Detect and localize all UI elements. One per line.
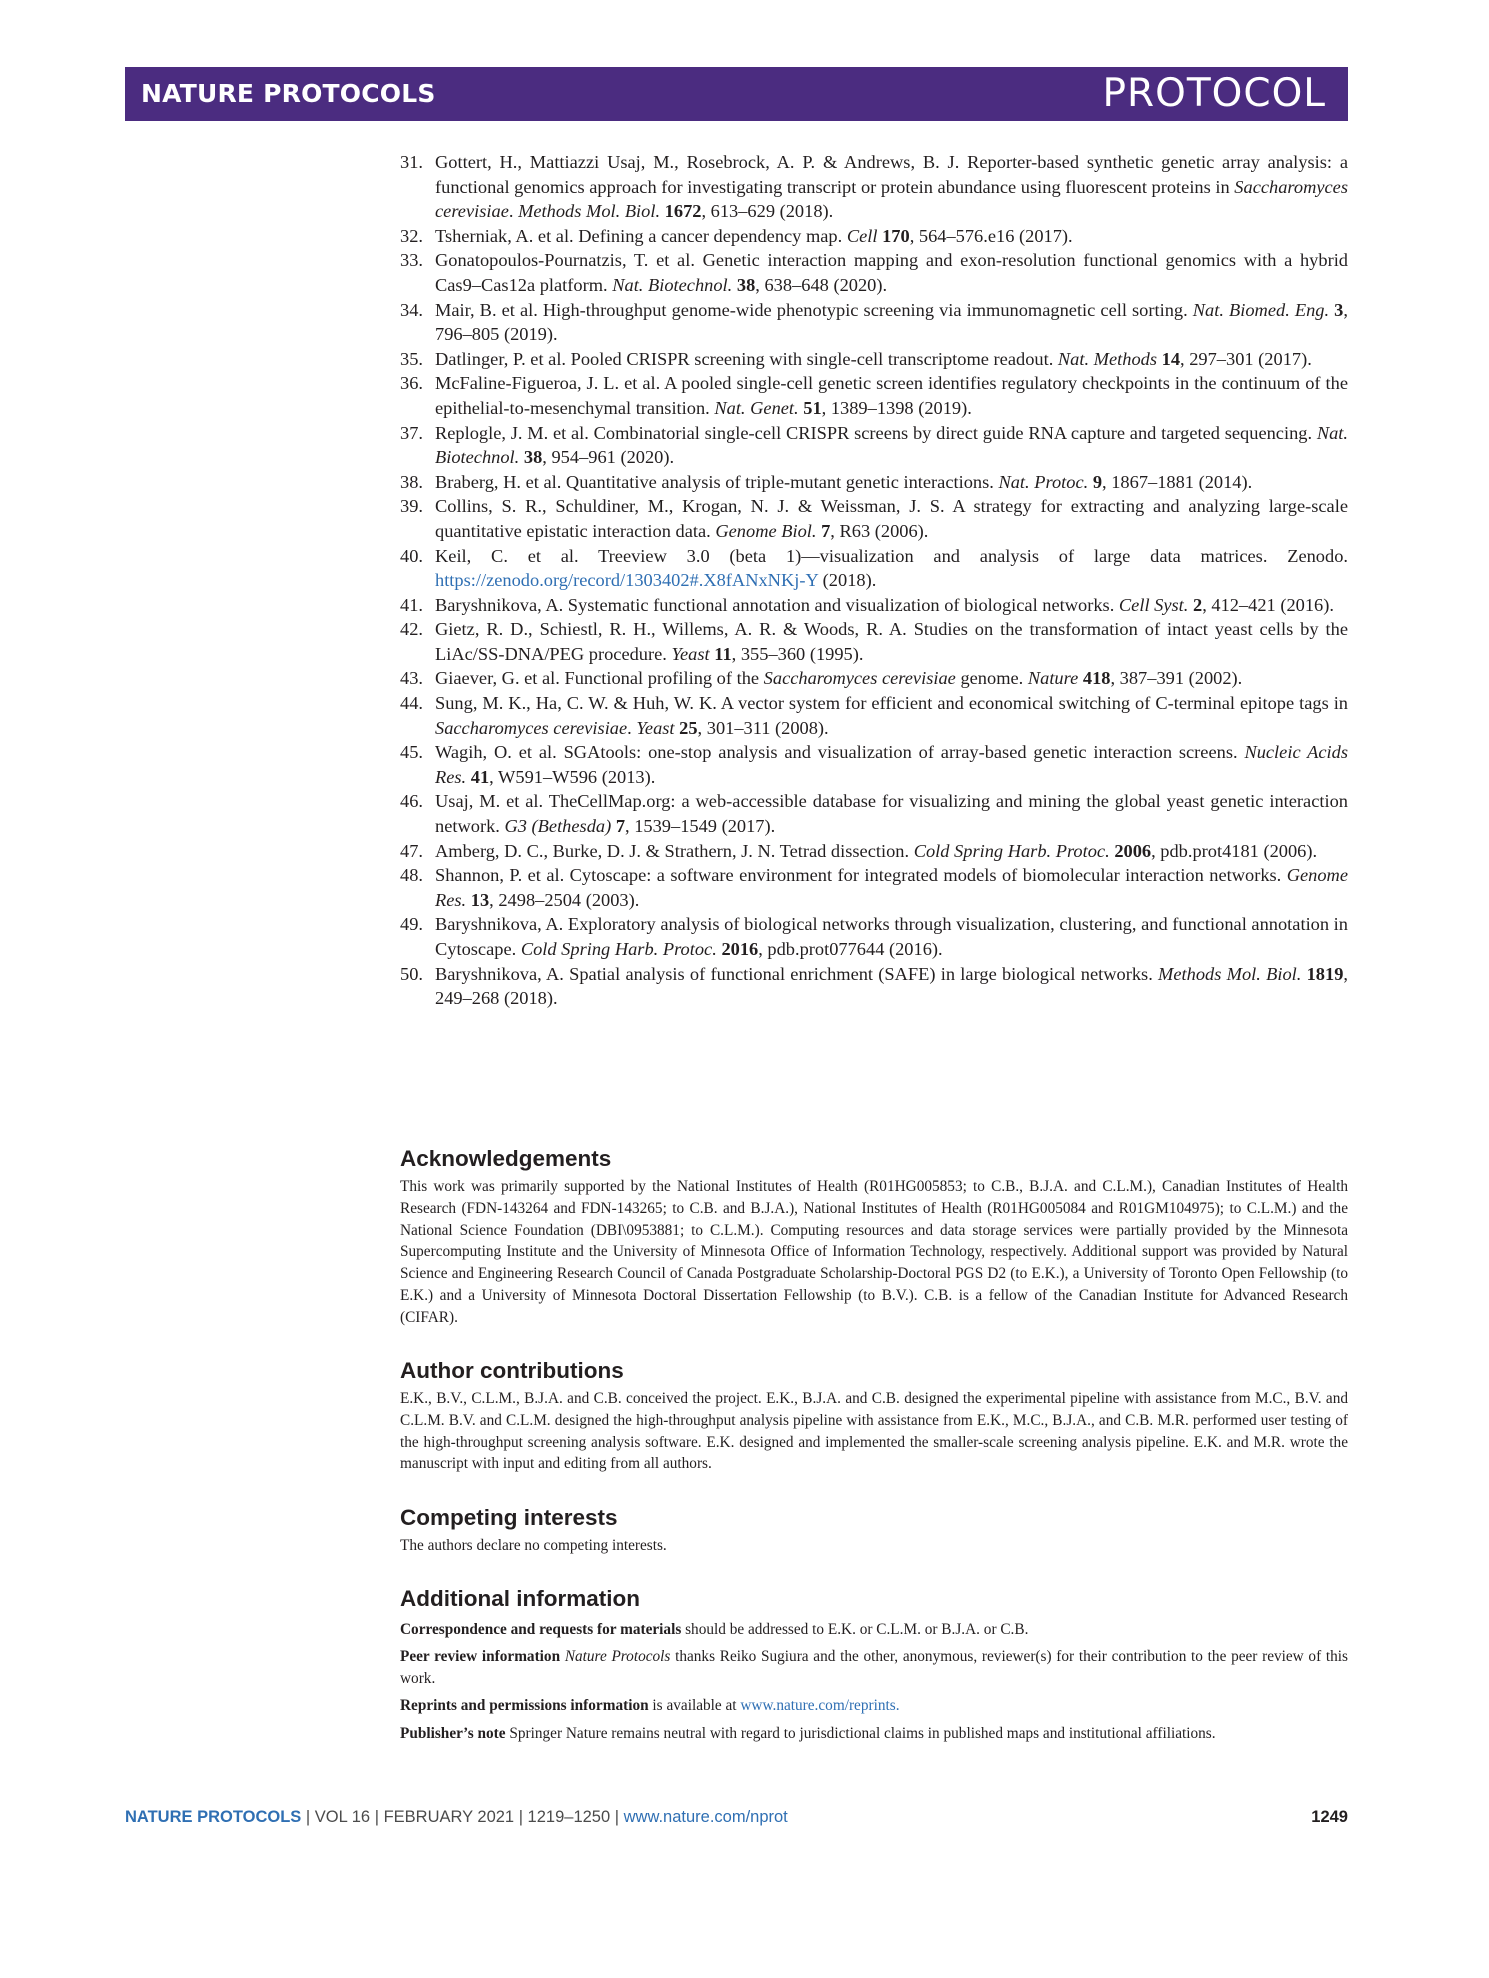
- reference-text: , pdb.prot077644 (2016).: [758, 939, 943, 959]
- reference-text: 1672: [664, 201, 702, 222]
- reference-text: 1819: [1306, 963, 1344, 984]
- reference-text: 7: [821, 520, 831, 541]
- reference-text: 38: [736, 274, 756, 295]
- reference-text: Wagih, O. et al. SGAtools: one-stop analysis and visualization of array-based genetic interaction screens.: [435, 742, 1245, 763]
- reference-text: , 355–360 (1995).: [731, 643, 864, 664]
- reference-text: .: [508, 201, 519, 222]
- competing-interests-heading: Competing interests: [400, 1505, 618, 1530]
- reference-link[interactable]: https://zenodo.org/record/1303402#.X8fANxNKj-Y: [435, 570, 819, 591]
- reference-item: [400, 544, 1348, 593]
- reference-text: Nat. Biomed. Eng.: [1192, 299, 1330, 320]
- acknowledgements-section: [400, 1146, 1348, 1329]
- reference-text: 2006: [1114, 840, 1152, 861]
- reference-text: 7: [615, 816, 626, 837]
- correspondence-label: Correspondence and requests for materials: [400, 1621, 682, 1638]
- additional-information-heading: Additional information: [400, 1586, 640, 1611]
- reference-text: , 1867–1881 (2014).: [1102, 471, 1253, 492]
- reference-text: Usaj, M. et al. TheCellMap.org: a web-accessible database for visualizing and mining the global yeast genetic interaction network.: [435, 791, 1348, 837]
- reference-item: [400, 839, 1348, 864]
- reference-text: , 301–311 (2008).: [697, 717, 829, 738]
- reference-number: 42.: [400, 619, 423, 640]
- reference-text: Braberg, H. et al. Quantitative analysis of triple-mutant genetic interactions.: [435, 471, 999, 492]
- reference-text: , 1539–1549 (2017).: [625, 816, 776, 837]
- reference-text: Gottert, H., Mattiazzi Usaj, M., Rosebrock, A. P. & Andrews, B. J. Reporter-based synthetic genetic array analysis: a functional genomics approach for investigating transcript or protein abundance using fluorescent proteins in: [435, 152, 1348, 197]
- reference-text: , 249–268 (2018).: [435, 963, 1348, 1009]
- publisher-note-paragraph: [400, 1723, 1348, 1745]
- reference-number: 43.: [400, 668, 423, 689]
- publisher-note-text: Springer Nature remains neutral with regard to jurisdictional claims in published maps and institutional affiliations.: [505, 1724, 1216, 1742]
- peer-review-text: thanks Reiko Sugiura and the other, anonymous, reviewer(s) for their contribution to the peer review of this work.: [400, 1648, 1348, 1688]
- reference-text: Amberg, D. C., Burke, D. J. & Strathern, J. N. Tetrad dissection.: [435, 840, 914, 861]
- reference-number: 45.: [400, 742, 423, 763]
- additional-information-section: [400, 1586, 1348, 1750]
- reference-item: [400, 593, 1348, 618]
- reference-text: Nucleic Acids Res.: [435, 742, 1348, 787]
- page-number: 1249: [1311, 1808, 1348, 1826]
- reference-text: Keil, C. et al. Treeview 3.0 (beta 1)—visualization and analysis of large data matrices. Zenodo.: [435, 545, 1348, 566]
- reference-text: 2016: [721, 939, 759, 959]
- reference-text: Saccharomyces cerevisiae: [435, 717, 628, 738]
- reference-text: Mair, B. et al. High-throughput genome-wide phenotypic screening via immunomagnetic cell sorting.: [435, 299, 1193, 320]
- reference-number: 41.: [400, 594, 423, 615]
- reference-text: Nat. Biotechnol.: [435, 422, 1348, 468]
- peer-review-label: Peer review information: [400, 1648, 561, 1666]
- correspondence-text: should be addressed to E.K. or C.L.M. or B.J.A. or C.B.: [681, 1621, 1029, 1638]
- header-journal-name: NATURE PROTOCOLS: [141, 79, 436, 108]
- acknowledgements-text: This work was primarily supported by the National Institutes of Health (R01HG005853; to C.B., B.J.A. and C.L.M.), Canadian Institutes of Health Research (FDN-143264 and FDN-143265; to C.B. and B.J.A.), National Institutes of Health (R01HG005084 and R01GM104975); to C.L.M.) and the National Science Foundation (DBI\0953881; to C.L.M.). Computing resources and data storage services were partially provided by the Minnesota Supercomputing Institute and the University of Minnesota Office of Information Technology, respectively. Additional support was provided by Natural Science and Engineering Research Council of Canada Postgraduate Scholarship-Doctoral PGS D2 (to E.K.), a University of Toronto Open Fellowship (to E.K.) and a University of Minnesota Doctoral Dissertation Fellowship (to B.V.). C.B. is a fellow of the Canadian Institute for Advanced Research (CIFAR).: [400, 1178, 1348, 1326]
- reference-text: Nat. Protoc.: [998, 471, 1089, 492]
- peer-review-journal: Nature Protocols: [564, 1648, 671, 1666]
- reference-text: , 412–421 (2016).: [1202, 594, 1334, 615]
- reference-text: Genome Res.: [435, 865, 1348, 910]
- reference-text: Cold Spring Harb. Protoc.: [520, 939, 717, 959]
- reference-number: 44.: [400, 693, 423, 714]
- reference-text: Shannon, P. et al. Cytoscape: a software environment for integrated models of biomolecular interaction networks.: [435, 865, 1287, 886]
- reference-number: 39.: [400, 496, 423, 517]
- reference-number: 46.: [400, 791, 423, 812]
- header-article-type: PROTOCOL: [1102, 71, 1326, 116]
- reference-text: , 387–391 (2002).: [1110, 668, 1243, 689]
- reference-text: , 1389–1398 (2019).: [821, 397, 972, 418]
- reference-text: Tsherniak, A. et al. Defining a cancer dependency map.: [435, 225, 847, 246]
- author-contributions-heading: Author contributions: [400, 1358, 624, 1383]
- reference-number: 49.: [400, 914, 423, 935]
- reference-item: [400, 371, 1348, 420]
- reference-text: Gietz, R. D., Schiestl, R. H., Willems, A. R. & Woods, R. A. Studies on the transformation of intact yeast cells by the LiAc/SS-DNA/PEG procedure.: [435, 619, 1348, 664]
- reference-text: Giaever, G. et al. Functional profiling of the: [435, 668, 764, 689]
- reference-text: , W591–W596 (2013).: [489, 766, 656, 787]
- reference-number: 35.: [400, 348, 423, 369]
- reference-text: 38: [523, 447, 543, 468]
- reference-text: , 638–648 (2020).: [755, 274, 888, 295]
- reference-list: [400, 150, 1348, 1011]
- reference-text: Saccharomyces cerevisiae: [763, 668, 956, 689]
- reference-number: 32.: [400, 225, 423, 246]
- reference-text: 418: [1082, 668, 1111, 689]
- reference-text: Nat. Biotechnol.: [612, 274, 733, 295]
- reference-text: McFaline-Figueroa, J. L. et al. A pooled single-cell genetic screen identifies regulatory checkpoints in the continuum of the epithelial-to-mesenchymal transition.: [435, 373, 1348, 418]
- footer-issue-info: | VOL 16 | FEBRUARY 2021 | 1219–1250 |: [301, 1808, 624, 1826]
- reference-item: [400, 347, 1348, 372]
- reference-text: Nat. Genet.: [714, 397, 799, 418]
- reference-number: 40.: [400, 545, 423, 566]
- correspondence-paragraph: [400, 1619, 1348, 1641]
- reference-text: 13: [470, 889, 490, 910]
- reprints-link[interactable]: www.nature.com/reprints.: [740, 1697, 900, 1715]
- reference-item: [400, 789, 1348, 838]
- reference-text: 25: [679, 717, 698, 738]
- reference-text: Genome Biol.: [715, 520, 817, 541]
- reference-text: , 796–805 (2019).: [435, 299, 1348, 345]
- reference-item: [400, 740, 1348, 789]
- reprints-text: is available at: [648, 1697, 741, 1715]
- reference-text: Cell: [846, 225, 878, 246]
- reference-text: Baryshnikova, A. Exploratory analysis of biological networks through visualization, clustering, and functional annotation in Cytoscape.: [435, 914, 1348, 959]
- reference-text: Datlinger, P. et al. Pooled CRISPR screening with single-cell transcriptome readout.: [435, 348, 1058, 369]
- reference-item: [400, 421, 1348, 470]
- reference-text: Nature: [1027, 668, 1079, 689]
- peer-review-paragraph: [400, 1646, 1348, 1690]
- reference-text: Baryshnikova, A. Systematic functional annotation and visualization of biological networks.: [435, 594, 1119, 615]
- reference-text: , 613–629 (2018).: [701, 201, 834, 222]
- competing-interests-section: [400, 1505, 1348, 1557]
- reference-text: 170: [882, 225, 910, 246]
- reference-number: 37.: [400, 422, 423, 443]
- reference-item: [400, 298, 1348, 347]
- reference-number: 33.: [400, 250, 423, 271]
- reference-text: 9: [1092, 471, 1103, 492]
- reference-text: Gonatopoulos-Pournatzis, T. et al. Genetic interaction mapping and exon-resolution functional genomics with a hybrid Cas9–Cas12a platform.: [435, 250, 1348, 295]
- publisher-note-label: Publisher’s note: [400, 1724, 506, 1742]
- reference-number: 47.: [400, 840, 423, 861]
- competing-interests-text: The authors declare no competing interests.: [400, 1537, 667, 1554]
- reference-text: G3 (Bethesda): [504, 816, 612, 837]
- reference-text: Collins, S. R., Schuldiner, M., Krogan, N. J. & Weissman, J. S. A strategy for extracting and analyzing large-scale quantitative epistatic interaction data.: [435, 496, 1348, 541]
- reference-text: (2018).: [818, 570, 877, 591]
- reference-text: 51: [803, 397, 822, 418]
- reference-number: 36.: [400, 373, 423, 394]
- reference-text: 14: [1161, 348, 1181, 369]
- acknowledgements-heading: Acknowledgements: [400, 1146, 612, 1171]
- reference-number: 50.: [400, 963, 423, 984]
- reference-text: , 564–576.e16 (2017).: [909, 225, 1073, 246]
- reprints-label: Reprints and permissions information: [400, 1697, 649, 1715]
- reference-text: Baryshnikova, A. Spatial analysis of functional enrichment (SAFE) in large biological networks.: [435, 963, 1159, 984]
- reference-text: genome.: [955, 668, 1028, 689]
- reference-text: Yeast: [671, 643, 710, 664]
- reference-item: [400, 666, 1348, 691]
- reference-item: [400, 150, 1348, 224]
- reference-text: Nat. Methods: [1057, 348, 1158, 369]
- reference-item: [400, 494, 1348, 543]
- page-footer: [125, 1808, 1348, 1827]
- footer-journal-link[interactable]: www.nature.com/nprot: [623, 1808, 788, 1826]
- author-contributions-text: E.K., B.V., C.L.M., B.J.A. and C.B. conceived the project. E.K., B.J.A. and C.B. designed the experimental pipeline with assistance from M.C., B.V. and C.L.M. B.V. and C.L.M. designed the high-throughput analysis pipeline with assistance from E.K., M.C., B.J.A., and C.B. M.R. performed user testing of the high-throughput screening analysis software. E.K. designed and implemented the smaller-scale screening analysis pipeline. E.K. and M.R. wrote the manuscript with input and editing from all authors.: [400, 1390, 1348, 1473]
- reference-text: , pdb.prot4181 (2006).: [1151, 840, 1318, 861]
- reference-item: [400, 617, 1348, 666]
- reference-text: Cold Spring Harb. Protoc.: [913, 840, 1110, 861]
- reference-item: [400, 863, 1348, 912]
- reference-text: Methods Mol. Biol.: [1158, 963, 1302, 984]
- journal-header-band: [125, 67, 1348, 121]
- reference-text: Yeast: [636, 717, 675, 738]
- reference-text: 3: [1334, 299, 1344, 320]
- reference-item: [400, 224, 1348, 249]
- reference-text: Sung, M. K., Ha, C. W. & Huh, W. K. A vector system for efficient and economical switching of C-terminal epitope tags in: [435, 693, 1348, 714]
- reprints-paragraph: [400, 1695, 1348, 1717]
- reference-text: , R63 (2006).: [830, 520, 929, 541]
- reference-text: Methods Mol. Biol.: [518, 201, 661, 222]
- reference-item: [400, 962, 1348, 1011]
- reference-text: , 954–961 (2020).: [542, 447, 675, 468]
- footer-journal-name: NATURE PROTOCOLS: [125, 1808, 302, 1826]
- reference-item: [400, 470, 1348, 495]
- reference-text: , 2498–2504 (2003).: [489, 889, 640, 910]
- reference-item: [400, 691, 1348, 740]
- reference-text: .: [627, 717, 637, 738]
- reference-number: 38.: [400, 471, 423, 492]
- reference-text: 2: [1192, 594, 1203, 615]
- reference-text: , 297–301 (2017).: [1180, 348, 1312, 369]
- reference-text: 41: [470, 766, 490, 787]
- reference-item: [400, 912, 1348, 961]
- reference-item: [400, 248, 1348, 297]
- reference-text: Replogle, J. M. et al. Combinatorial single-cell CRISPR screens by direct guide RNA capture and targeted sequencing.: [435, 422, 1317, 443]
- reference-text: 11: [714, 643, 732, 664]
- reference-number: 31.: [400, 152, 423, 172]
- reference-text: Cell Syst.: [1118, 594, 1189, 615]
- reference-number: 34.: [400, 299, 423, 320]
- author-contributions-section: [400, 1358, 1348, 1475]
- reference-number: 48.: [400, 865, 423, 886]
- reference-text: Saccharomyces cerevisiae: [435, 176, 1348, 222]
